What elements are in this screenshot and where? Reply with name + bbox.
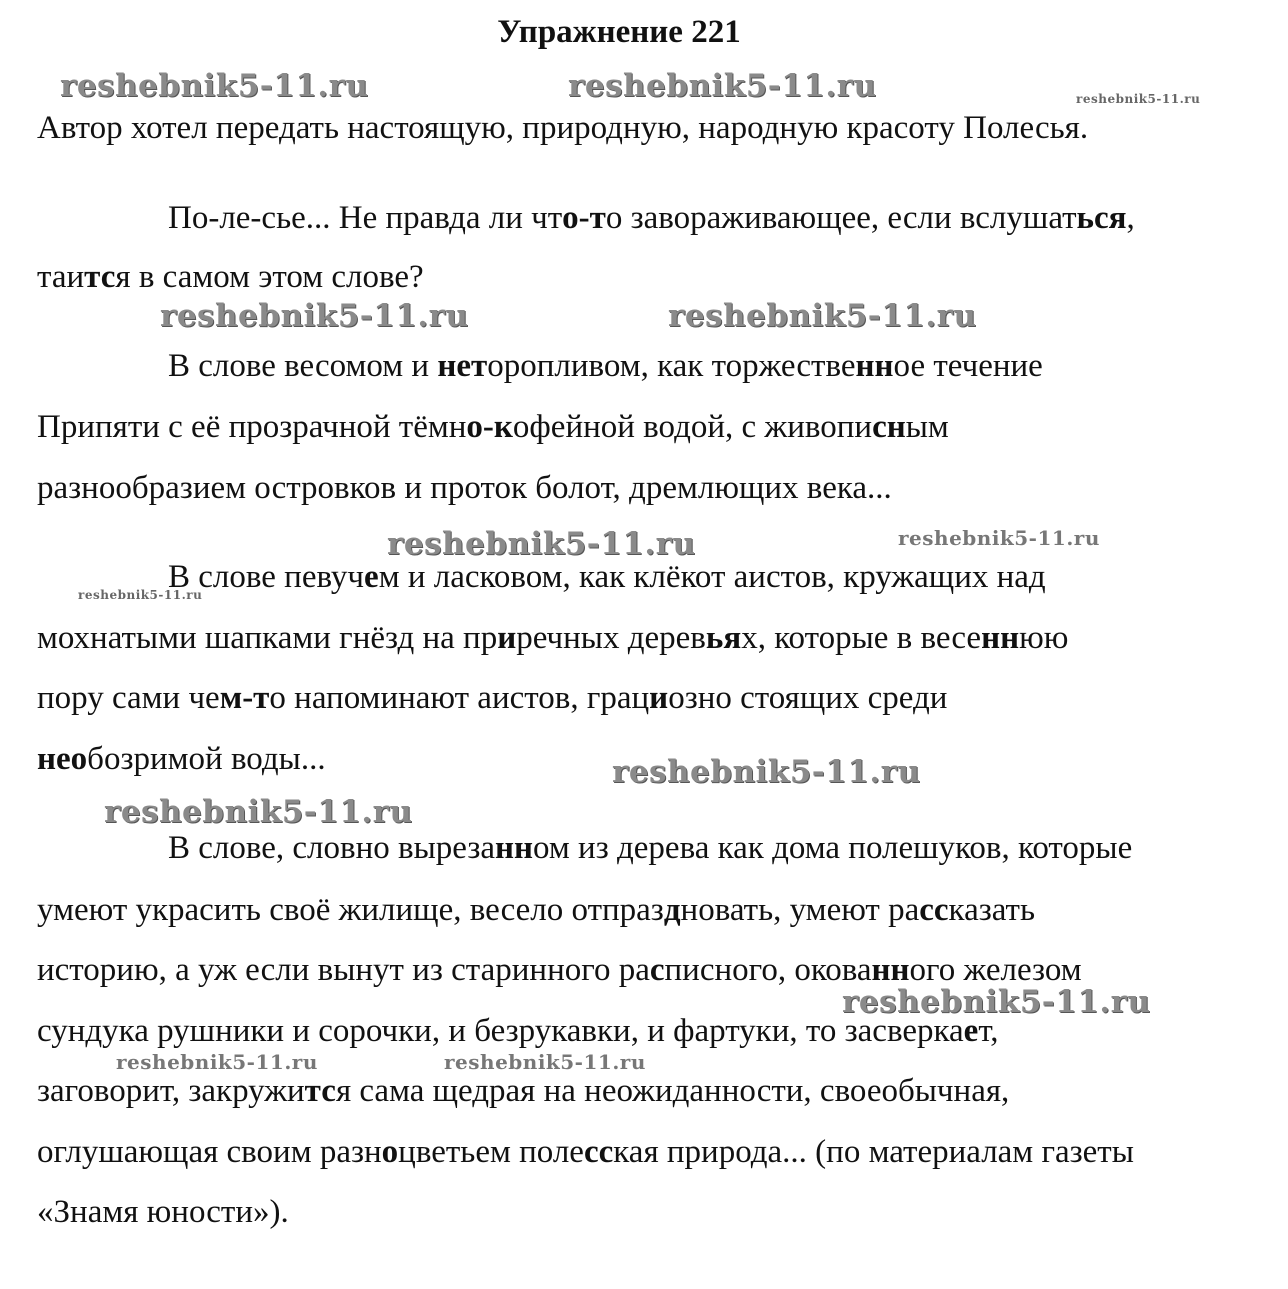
paragraph-line: разнообразием островков и проток болот, дремлющих века... bbox=[37, 470, 892, 506]
watermark-text: reshebnik5-11.ru bbox=[60, 68, 369, 104]
paragraph-line: оглушающая своим разноцветьем полесская природа... (по материалам газеты bbox=[37, 1134, 1134, 1170]
watermark-text: reshebnik5-11.ru bbox=[1076, 92, 1201, 106]
watermark-text: reshebnik5-11.ru bbox=[898, 526, 1100, 550]
watermark-text: reshebnik5-11.ru bbox=[104, 794, 413, 830]
watermark-text: reshebnik5-11.ru bbox=[842, 984, 1151, 1020]
watermark-text: reshebnik5-11.ru bbox=[612, 754, 921, 790]
paragraph-line: мохнатыми шапками гнёзд на приречных деревьях, которые в весеннюю bbox=[37, 620, 1069, 656]
paragraph-line: сундука рушники и сорочки, и безрукавки, и фартуки, то засверкает, bbox=[37, 1013, 999, 1049]
watermark-text: reshebnik5-11.ru bbox=[568, 68, 877, 104]
paragraph-line: В слове певучем и ласковом, как клёкот аистов, кружащих над bbox=[168, 559, 1046, 595]
watermark-text: reshebnik5-11.ru bbox=[78, 588, 203, 602]
paragraph-line: В слове весомом и неторопливом, как торжественное течение bbox=[168, 348, 1043, 384]
watermark-text: reshebnik5-11.ru bbox=[444, 1050, 646, 1074]
paragraph-line: необозримой воды... bbox=[37, 741, 326, 777]
watermark-text: reshebnik5-11.ru bbox=[160, 298, 469, 334]
paragraph-line: умеют украсить своё жилище, весело отпраздновать, умеют рассказать bbox=[37, 892, 1036, 928]
paragraph-line: заговорит, закружится сама щедрая на неожиданности, своеобычная, bbox=[37, 1073, 1010, 1109]
paragraph-line: таится в самом этом слове? bbox=[37, 259, 424, 295]
exercise-title: Упражнение 221 bbox=[497, 14, 741, 50]
paragraph-line: «Знамя юности»). bbox=[37, 1194, 289, 1230]
paragraph-line: По-ле-сье... Не правда ли что-то завораживающее, если вслушаться, bbox=[168, 200, 1135, 236]
watermark-text: reshebnik5-11.ru bbox=[387, 526, 696, 562]
paragraph-line: В слове, словно вырезанном из дерева как дома полешуков, которые bbox=[168, 830, 1133, 866]
paragraph-line: историю, а уж если вынут из старинного расписного, окованного железом bbox=[37, 952, 1082, 988]
watermark-text: reshebnik5-11.ru bbox=[116, 1050, 318, 1074]
intro-sentence: Автор хотел передать настоящую, природную, народную красоту Полесья. bbox=[37, 110, 1089, 146]
paragraph-line: пору сами чем-то напоминают аистов, грациозно стоящих среди bbox=[37, 680, 948, 716]
paragraph-line: Припяти с её прозрачной тёмно-кофейной водой, с живописным bbox=[37, 409, 949, 445]
watermark-text: reshebnik5-11.ru bbox=[668, 298, 977, 334]
